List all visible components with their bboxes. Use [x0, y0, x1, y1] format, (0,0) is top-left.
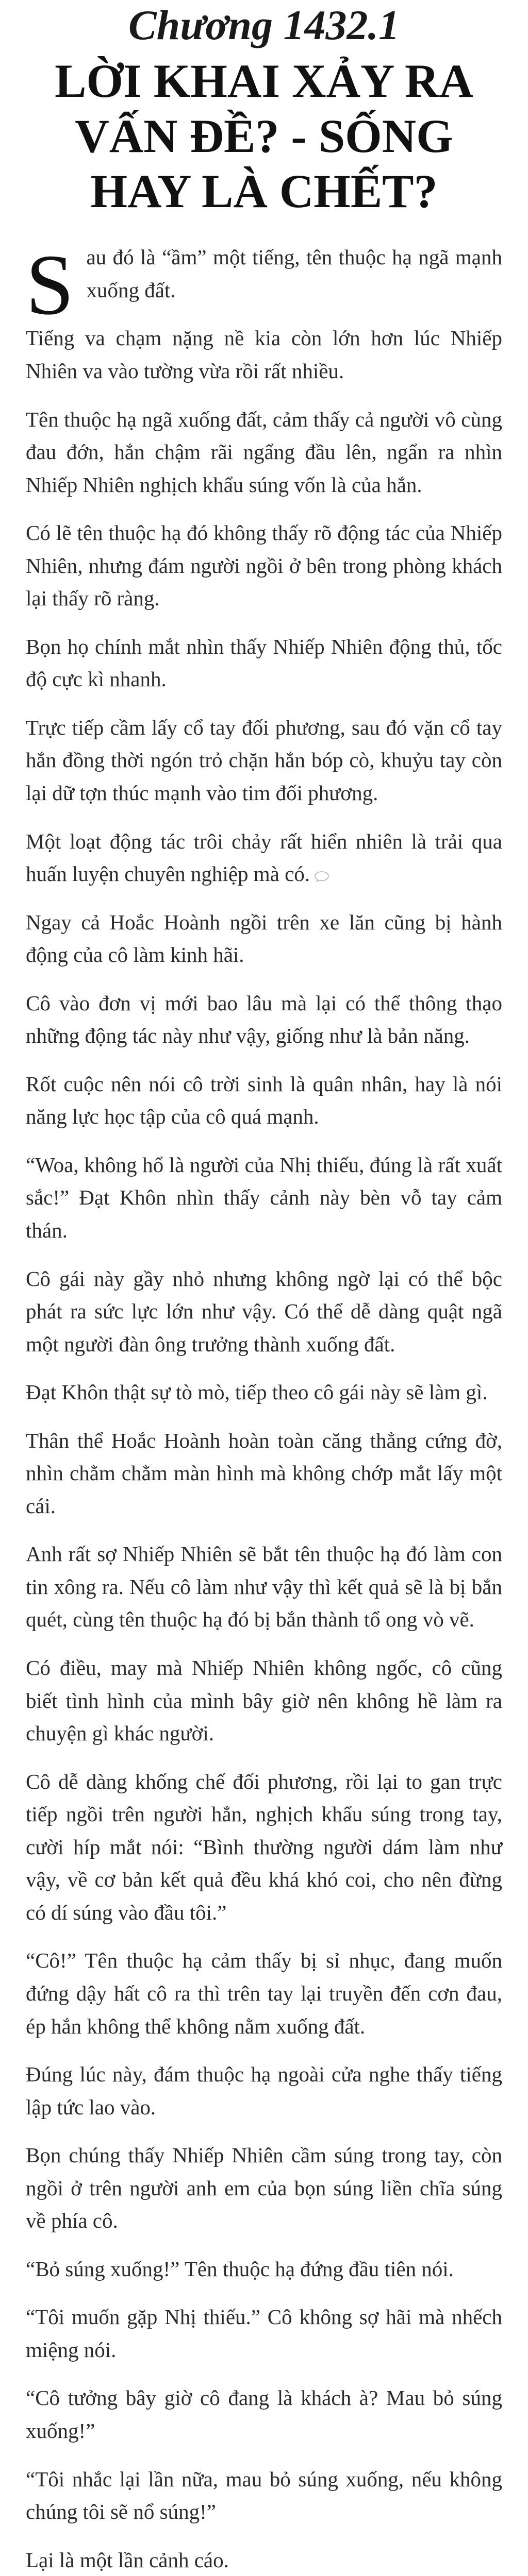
paragraph: Anh rất sợ Nhiếp Nhiên sẽ bắt tên thuộc hạ đó làm con tin xông ra. Nếu cô làm như vậy thì kết quả sẽ là bị bắn quét, cùng tên thuộc hạ đó bị bắn thành tổ ong vò vẽ.: [26, 1542, 502, 1632]
paragraph: “Cô!” Tên thuộc hạ cảm thấy bị sỉ nhục, đang muốn đứng dậy hất cô ra thì trên tay lại truyền đến cơn đau, ép hắn không thể không nằm xuống đất.: [26, 1948, 502, 2038]
paragraph: “Tôi nhắc lại lần nữa, mau bỏ súng xuống, nếu không chúng tôi sẽ nổ súng!”: [26, 2467, 502, 2524]
paragraph: “Woa, không hổ là người của Nhị thiếu, đúng là rất xuất sắc!” Đạt Khôn nhìn thấy cảnh này bèn vỗ tay cảm thán.: [26, 1153, 502, 1243]
paragraph: Có lẽ tên thuộc hạ đó không thấy rõ động tác của Nhiếp Nhiên, nhưng đám người ngồi ở bên trong phòng khách lại thấy rõ ràng.: [26, 521, 502, 611]
paragraph: Lại là một lần cảnh cáo.: [26, 2548, 229, 2572]
paragraph: Tiếng va chạm nặng nề kia còn lớn hơn lúc Nhiếp Nhiên va vào tường vừa rồi rất nhiều.: [26, 326, 502, 383]
comment-bubble-icon[interactable]: [314, 871, 329, 882]
paragraph: Ngay cả Hoắc Hoành ngồi trên xe lăn cũng bị hành động của cô làm kinh hãi.: [26, 910, 502, 967]
paragraph: Có điều, may mà Nhiếp Nhiên không ngốc, cô cũng biết tình hình của mình bây giờ nên không hề làm ra chuyện gì khác người.: [26, 1656, 502, 1745]
paragraph: Cô gái này gầy nhỏ nhưng không ngờ lại có thể bộc phát ra sức lực lớn như vậy. Có thể dễ dàng quật ngã một người đàn ông trưởng thành xuống đất.: [26, 1266, 502, 1356]
paragraph: “Bỏ súng xuống!” Tên thuộc hạ đứng đầu tiên nói.: [26, 2257, 454, 2281]
paragraph: Đúng lúc này, đám thuộc hạ ngoài cửa nghe thấy tiếng lập tức lao vào.: [26, 2062, 502, 2119]
paragraph: Thân thể Hoắc Hoành hoàn toàn căng thẳng cứng đờ, nhìn chằm chằm màn hình mà không chớp mắt lấy một cái.: [26, 1428, 502, 1518]
paragraph: “Tôi muốn gặp Nhị thiếu.” Cô không sợ hãi mà nhếch miệng nói.: [26, 2305, 502, 2362]
paragraph: “Cô tưởng bây giờ cô đang là khách à? Mau bỏ súng xuống!”: [26, 2386, 502, 2443]
paragraph: Bọn chúng thấy Nhiếp Nhiên cầm súng trong tay, còn ngồi ở trên người anh em của bọn súng liền chĩa súng về phía cô.: [26, 2143, 502, 2233]
paragraph: Cô dễ dàng khống chế đối phương, rồi lại to gan trực tiếp ngồi trên người hắn, nghịch khẩu súng trong tay, cười híp mắt nói: “Bình thường người dám làm như vậy, về cơ bản kết quả đều khá khó coi, cho nên đừng có dí súng vào đầu tôi.”: [26, 1769, 502, 1924]
paragraph: Sau đó là “ầm” một tiếng, tên thuộc hạ ngã mạnh xuống đất.: [26, 237, 502, 333]
chapter-number: Chương 1432.1: [128, 2, 400, 48]
paragraph: Đạt Khôn thật sự tò mò, tiếp theo cô gái này sẽ làm gì.: [26, 1380, 488, 1404]
paragraph: Rốt cuộc nên nói cô trời sinh là quân nhân, hay là nói năng lực học tập của cô quá mạnh.: [26, 1072, 502, 1129]
paragraph: Một loạt động tác trôi chảy rất hiển nhiên là trải qua huấn luyện chuyên nghiệp mà có.: [26, 829, 502, 886]
chapter-title: LỜI KHAI XẢY RA VẤN ĐỀ? - SỐNG HAY LÀ CHẾT?: [55, 55, 473, 217]
paragraph: Bọn họ chính mắt nhìn thấy Nhiếp Nhiên động thủ, tốc độ cực kì nhanh.: [26, 634, 502, 691]
paragraph: Tên thuộc hạ ngã xuống đất, cảm thấy cả người vô cùng đau đớn, hắn chậm rãi ngẩng đầu lên, ngẩn ra nhìn Nhiếp Nhiên nghịch khẩu súng vốn là của hắn.: [26, 407, 502, 497]
chapter-body: [26, 237, 502, 2576]
paragraph: Cô vào đơn vị mới bao lâu mà lại có thể thông thạo những động tác này như vậy, giống như là bản năng.: [26, 991, 502, 1048]
paragraph: Trực tiếp cầm lấy cổ tay đối phương, sau đó vặn cổ tay hắn đồng thời ngón trỏ chặn hắn bóp cò, khuỷu tay còn lại dữ tợn thúc mạnh vào tim đối phương.: [26, 715, 502, 805]
